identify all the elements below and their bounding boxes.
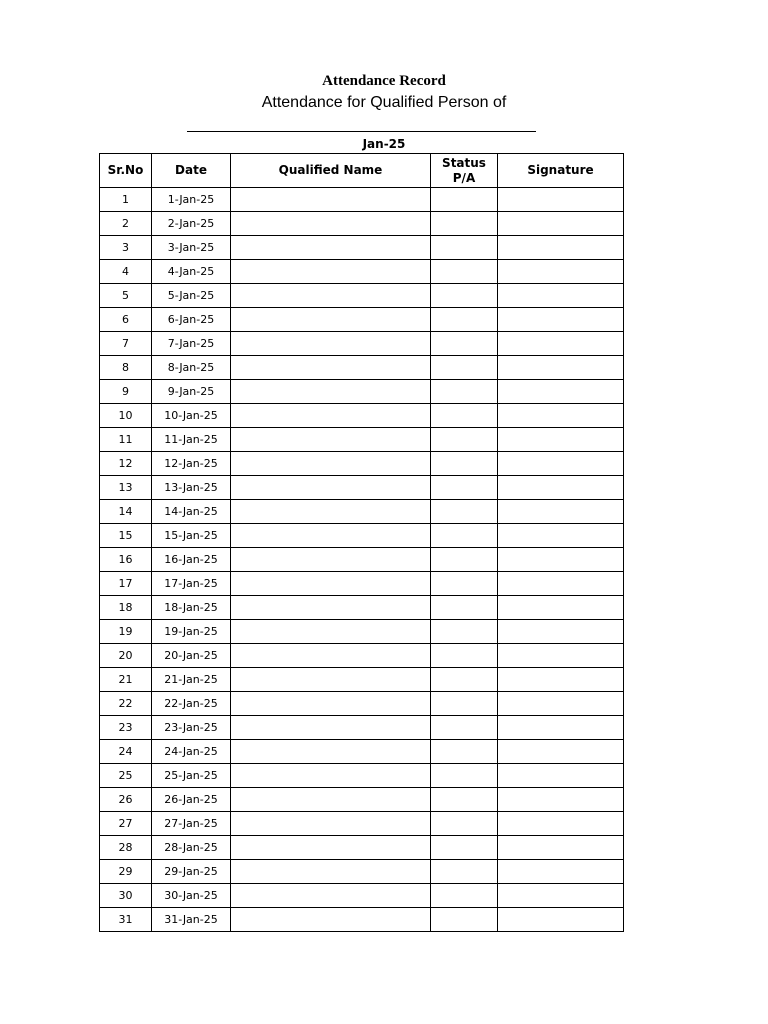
row-date-cell: 24-Jan-25 [152, 740, 231, 764]
table-row [100, 308, 624, 332]
table-row [100, 260, 624, 284]
row-qualified-name-cell[interactable] [231, 908, 431, 932]
row-date-cell: 29-Jan-25 [152, 860, 231, 884]
row-status-cell[interactable] [431, 548, 498, 572]
row-sr-no-cell: 25 [100, 764, 152, 788]
row-signature-cell[interactable] [498, 860, 624, 884]
row-qualified-name-cell[interactable] [231, 404, 431, 428]
row-status-cell[interactable] [431, 476, 498, 500]
row-status-cell[interactable] [431, 836, 498, 860]
row-qualified-name-cell[interactable] [231, 644, 431, 668]
row-signature-cell[interactable] [498, 740, 624, 764]
row-qualified-name-cell[interactable] [231, 716, 431, 740]
row-signature-cell[interactable] [498, 260, 624, 284]
row-signature-cell[interactable] [498, 620, 624, 644]
row-sr-no-cell: 15 [100, 524, 152, 548]
row-signature-cell[interactable] [498, 524, 624, 548]
row-sr-no-cell: 30 [100, 884, 152, 908]
row-date-cell: 17-Jan-25 [152, 572, 231, 596]
table-row [100, 620, 624, 644]
attendance-table [99, 153, 624, 932]
table-row [100, 332, 624, 356]
row-signature-cell[interactable] [498, 308, 624, 332]
row-qualified-name-cell[interactable] [231, 836, 431, 860]
row-signature-cell[interactable] [498, 908, 624, 932]
month-label: Jan-25 [362, 137, 406, 151]
row-qualified-name-cell[interactable] [231, 428, 431, 452]
document-title: Attendance Record [322, 73, 446, 89]
row-date-cell: 6-Jan-25 [152, 308, 231, 332]
table-row [100, 716, 624, 740]
row-qualified-name-cell[interactable] [231, 476, 431, 500]
row-status-cell[interactable] [431, 716, 498, 740]
document-subtitle: Attendance for Qualified Person of [261, 94, 507, 111]
row-sr-no-cell: 7 [100, 332, 152, 356]
row-date-cell: 22-Jan-25 [152, 692, 231, 716]
row-signature-cell[interactable] [498, 380, 624, 404]
row-date-cell: 5-Jan-25 [152, 284, 231, 308]
row-date-cell: 3-Jan-25 [152, 236, 231, 260]
row-status-cell[interactable] [431, 212, 498, 236]
row-status-cell[interactable] [431, 260, 498, 284]
row-signature-cell[interactable] [498, 812, 624, 836]
row-date-cell: 18-Jan-25 [152, 596, 231, 620]
row-qualified-name-cell[interactable] [231, 380, 431, 404]
row-sr-no-cell: 24 [100, 740, 152, 764]
table-row [100, 812, 624, 836]
row-status-cell[interactable] [431, 860, 498, 884]
header-status-options: P/A [452, 170, 476, 185]
row-qualified-name-cell[interactable] [231, 212, 431, 236]
header-status [431, 154, 498, 188]
header-status-label: Status [442, 155, 486, 170]
row-qualified-name-cell[interactable] [231, 668, 431, 692]
row-signature-cell[interactable] [498, 572, 624, 596]
row-qualified-name-cell[interactable] [231, 260, 431, 284]
row-status-cell[interactable] [431, 596, 498, 620]
table-row [100, 644, 624, 668]
table-row [100, 428, 624, 452]
row-date-cell: 20-Jan-25 [152, 644, 231, 668]
row-status-cell[interactable] [431, 428, 498, 452]
row-sr-no-cell: 6 [100, 308, 152, 332]
header-sr-no: Sr.No [100, 154, 152, 188]
row-signature-cell[interactable] [498, 476, 624, 500]
row-date-cell: 21-Jan-25 [152, 668, 231, 692]
row-sr-no-cell: 5 [100, 284, 152, 308]
table-row [100, 404, 624, 428]
row-date-cell: 19-Jan-25 [152, 620, 231, 644]
row-sr-no-cell: 9 [100, 380, 152, 404]
row-signature-cell[interactable] [498, 668, 624, 692]
row-sr-no-cell: 20 [100, 644, 152, 668]
table-row [100, 380, 624, 404]
row-date-cell: 23-Jan-25 [152, 716, 231, 740]
row-qualified-name-cell[interactable] [231, 500, 431, 524]
row-signature-cell[interactable] [498, 404, 624, 428]
row-date-cell: 28-Jan-25 [152, 836, 231, 860]
table-row [100, 548, 624, 572]
row-sr-no-cell: 26 [100, 788, 152, 812]
row-date-cell: 2-Jan-25 [152, 212, 231, 236]
row-date-cell: 7-Jan-25 [152, 332, 231, 356]
table-row [100, 476, 624, 500]
row-qualified-name-cell[interactable] [231, 284, 431, 308]
table-row [100, 668, 624, 692]
row-date-cell: 16-Jan-25 [152, 548, 231, 572]
row-status-cell[interactable] [431, 452, 498, 476]
row-signature-cell[interactable] [498, 188, 624, 212]
row-status-cell[interactable] [431, 620, 498, 644]
row-date-cell: 1-Jan-25 [152, 188, 231, 212]
row-status-cell[interactable] [431, 884, 498, 908]
row-sr-no-cell: 13 [100, 476, 152, 500]
table-row [100, 596, 624, 620]
table-row [100, 572, 624, 596]
row-status-cell[interactable] [431, 356, 498, 380]
row-signature-cell[interactable] [498, 356, 624, 380]
row-status-cell[interactable] [431, 572, 498, 596]
row-signature-cell[interactable] [498, 284, 624, 308]
row-status-cell[interactable] [431, 380, 498, 404]
row-qualified-name-cell[interactable] [231, 884, 431, 908]
row-date-cell: 12-Jan-25 [152, 452, 231, 476]
row-qualified-name-cell[interactable] [231, 740, 431, 764]
row-sr-no-cell: 31 [100, 908, 152, 932]
row-sr-no-cell: 18 [100, 596, 152, 620]
row-qualified-name-cell[interactable] [231, 548, 431, 572]
table-row [100, 188, 624, 212]
row-status-cell[interactable] [431, 692, 498, 716]
row-status-cell[interactable] [431, 644, 498, 668]
table-row [100, 500, 624, 524]
row-signature-cell[interactable] [498, 500, 624, 524]
row-signature-cell[interactable] [498, 452, 624, 476]
row-qualified-name-cell[interactable] [231, 452, 431, 476]
row-status-cell[interactable] [431, 812, 498, 836]
row-date-cell: 15-Jan-25 [152, 524, 231, 548]
row-sr-no-cell: 17 [100, 572, 152, 596]
row-status-cell[interactable] [431, 908, 498, 932]
row-date-cell: 8-Jan-25 [152, 356, 231, 380]
row-qualified-name-cell[interactable] [231, 236, 431, 260]
row-status-cell[interactable] [431, 332, 498, 356]
row-status-cell[interactable] [431, 308, 498, 332]
row-sr-no-cell: 11 [100, 428, 152, 452]
row-date-cell: 31-Jan-25 [152, 908, 231, 932]
row-sr-no-cell: 29 [100, 860, 152, 884]
row-qualified-name-cell[interactable] [231, 860, 431, 884]
row-date-cell: 10-Jan-25 [152, 404, 231, 428]
row-qualified-name-cell[interactable] [231, 620, 431, 644]
row-date-cell: 27-Jan-25 [152, 812, 231, 836]
table-row [100, 884, 624, 908]
table-header-row [100, 154, 624, 188]
table-row [100, 356, 624, 380]
row-status-cell[interactable] [431, 404, 498, 428]
table-row [100, 212, 624, 236]
row-status-cell[interactable] [431, 284, 498, 308]
row-signature-cell[interactable] [498, 692, 624, 716]
row-sr-no-cell: 22 [100, 692, 152, 716]
row-sr-no-cell: 21 [100, 668, 152, 692]
row-signature-cell[interactable] [498, 788, 624, 812]
row-sr-no-cell: 14 [100, 500, 152, 524]
table-row [100, 860, 624, 884]
table-row [100, 284, 624, 308]
table-row [100, 740, 624, 764]
row-signature-cell[interactable] [498, 716, 624, 740]
row-qualified-name-cell[interactable] [231, 812, 431, 836]
row-qualified-name-cell[interactable] [231, 572, 431, 596]
row-qualified-name-cell[interactable] [231, 524, 431, 548]
row-date-cell: 11-Jan-25 [152, 428, 231, 452]
row-sr-no-cell: 4 [100, 260, 152, 284]
table-body [100, 188, 624, 932]
row-sr-no-cell: 10 [100, 404, 152, 428]
row-signature-cell[interactable] [498, 428, 624, 452]
row-date-cell: 13-Jan-25 [152, 476, 231, 500]
row-signature-cell[interactable] [498, 212, 624, 236]
row-qualified-name-cell[interactable] [231, 596, 431, 620]
row-sr-no-cell: 12 [100, 452, 152, 476]
row-qualified-name-cell[interactable] [231, 308, 431, 332]
row-qualified-name-cell[interactable] [231, 788, 431, 812]
row-qualified-name-cell[interactable] [231, 332, 431, 356]
table-row [100, 764, 624, 788]
row-date-cell: 9-Jan-25 [152, 380, 231, 404]
row-signature-cell[interactable] [498, 548, 624, 572]
row-sr-no-cell: 2 [100, 212, 152, 236]
row-date-cell: 30-Jan-25 [152, 884, 231, 908]
blank-fill-line [187, 131, 536, 132]
row-sr-no-cell: 19 [100, 620, 152, 644]
row-qualified-name-cell[interactable] [231, 764, 431, 788]
row-status-cell[interactable] [431, 500, 498, 524]
table-row [100, 452, 624, 476]
row-status-cell[interactable] [431, 236, 498, 260]
table-row [100, 908, 624, 932]
table-row [100, 692, 624, 716]
row-date-cell: 25-Jan-25 [152, 764, 231, 788]
row-signature-cell[interactable] [498, 596, 624, 620]
header-qualified-name: Qualified Name [231, 154, 431, 188]
row-qualified-name-cell[interactable] [231, 692, 431, 716]
table-row [100, 788, 624, 812]
row-status-cell[interactable] [431, 764, 498, 788]
row-sr-no-cell: 16 [100, 548, 152, 572]
row-qualified-name-cell[interactable] [231, 356, 431, 380]
row-sr-no-cell: 28 [100, 836, 152, 860]
row-qualified-name-cell[interactable] [231, 188, 431, 212]
row-signature-cell[interactable] [498, 764, 624, 788]
table-row [100, 236, 624, 260]
row-status-cell[interactable] [431, 668, 498, 692]
row-status-cell[interactable] [431, 524, 498, 548]
row-date-cell: 26-Jan-25 [152, 788, 231, 812]
header-date: Date [152, 154, 231, 188]
row-date-cell: 4-Jan-25 [152, 260, 231, 284]
row-signature-cell[interactable] [498, 332, 624, 356]
table-row [100, 524, 624, 548]
row-status-cell[interactable] [431, 788, 498, 812]
row-status-cell[interactable] [431, 188, 498, 212]
header-signature: Signature [498, 154, 624, 188]
table-row [100, 836, 624, 860]
row-sr-no-cell: 23 [100, 716, 152, 740]
row-signature-cell[interactable] [498, 884, 624, 908]
row-sr-no-cell: 8 [100, 356, 152, 380]
row-sr-no-cell: 1 [100, 188, 152, 212]
row-signature-cell[interactable] [498, 836, 624, 860]
row-sr-no-cell: 3 [100, 236, 152, 260]
row-signature-cell[interactable] [498, 644, 624, 668]
row-sr-no-cell: 27 [100, 812, 152, 836]
row-date-cell: 14-Jan-25 [152, 500, 231, 524]
row-signature-cell[interactable] [498, 236, 624, 260]
row-status-cell[interactable] [431, 740, 498, 764]
